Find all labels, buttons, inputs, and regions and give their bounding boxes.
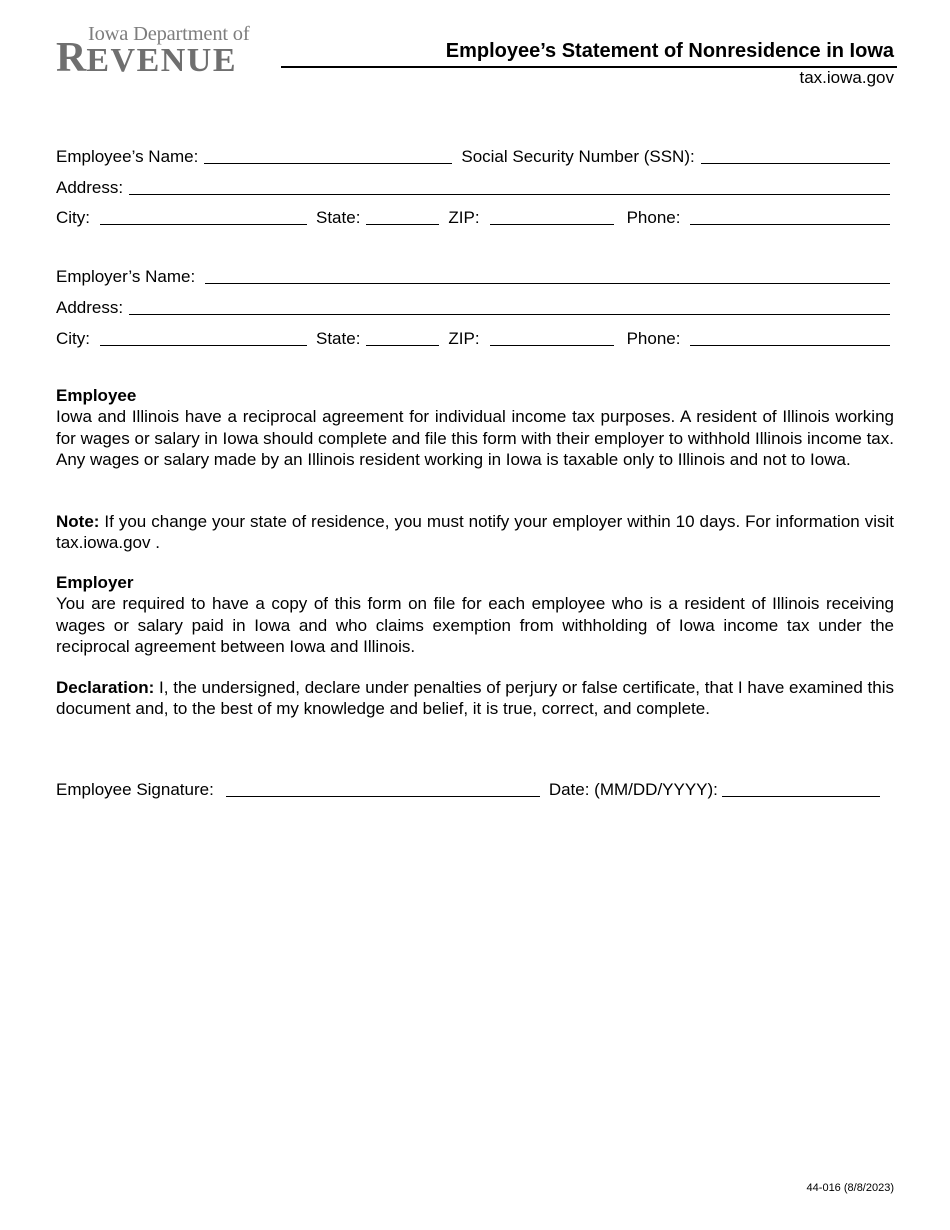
employee-zip-label: ZIP: — [448, 208, 480, 227]
note-paragraph — [56, 511, 894, 554]
form-number: 44-016 (8/8/2023) — [806, 1182, 894, 1194]
logo-revenue-text — [56, 35, 238, 86]
form-title: Employee’s Statement of Nonresidence in Iowa — [445, 40, 894, 62]
note-label: Note: — [56, 512, 100, 531]
employer-section-body: You are required to have a copy of this form on file for each employee who is a resident of Illinois receiving wages or salary paid in Iowa and who claims exemption from withholding of Iowa income tax under the reciprocal agreement between Iowa and Illinois. — [56, 594, 894, 656]
note-body: If you change your state of residence, you must notify your employer within 10 days. For information visit tax.iowa.gov . — [56, 512, 894, 553]
employer-address-field[interactable] — [129, 296, 890, 315]
signature-field[interactable] — [226, 778, 540, 797]
logo-initial: R — [56, 35, 87, 81]
employer-city-row — [56, 325, 890, 349]
employer-name-row — [56, 263, 890, 287]
employer-phone-field[interactable] — [690, 327, 890, 346]
employer-zip-field[interactable] — [490, 327, 614, 346]
employer-name-field[interactable] — [205, 265, 890, 284]
declaration-label: Declaration: — [56, 678, 155, 697]
employee-phone-field[interactable] — [690, 206, 890, 225]
website-text: tax.iowa.gov — [799, 68, 894, 87]
employer-state-label: State: — [316, 329, 361, 348]
employer-name-label: Employer’s Name: — [56, 267, 196, 286]
ssn-label: Social Security Number (SSN): — [461, 147, 695, 166]
employer-state-field[interactable] — [366, 327, 439, 346]
employer-zip-label: ZIP: — [448, 329, 480, 348]
employee-name-row — [56, 143, 890, 167]
employer-city-label: City: — [56, 329, 90, 348]
date-label: Date: (MM/DD/YYYY): — [548, 780, 718, 799]
employee-phone-label: Phone: — [626, 208, 681, 227]
employer-address-row — [56, 294, 890, 318]
iowa-revenue-logo — [56, 22, 268, 81]
employer-city-field[interactable] — [100, 327, 307, 346]
signature-label: Employee Signature: — [56, 780, 214, 799]
employee-address-field[interactable] — [129, 176, 890, 195]
employer-phone-label: Phone: — [626, 329, 681, 348]
ssn-field[interactable] — [701, 145, 890, 164]
logo-rest: EVENUE — [86, 42, 238, 79]
employer-section-heading: Employer — [56, 573, 134, 592]
signature-row — [56, 776, 880, 800]
employee-city-label: City: — [56, 208, 90, 227]
employee-name-label: Employee’s Name: — [56, 147, 199, 166]
employee-name-field[interactable] — [204, 145, 452, 164]
employer-section — [56, 572, 894, 657]
logo-department-text: Iowa Department of — [88, 23, 250, 45]
employee-address-row — [56, 174, 890, 198]
employee-city-row — [56, 204, 890, 228]
employee-state-field[interactable] — [366, 206, 439, 225]
employee-state-label: State: — [316, 208, 361, 227]
employer-address-label: Address: — [56, 298, 124, 317]
declaration-paragraph — [56, 677, 894, 720]
employee-section-heading: Employee — [56, 386, 137, 405]
employee-address-label: Address: — [56, 178, 124, 197]
employee-section-body: Iowa and Illinois have a reciprocal agreement for individual income tax purposes. A resident of Illinois working for wages or salary in Iowa should complete and file this form with their employer to withhold Illinois income tax. Any wages or salary made by an Illinois resident working in Iowa is taxable only to Illinois and not to Iowa. — [56, 407, 894, 469]
declaration-body: I, the undersigned, declare under penalties of perjury or false certificate, that I have examined this document and, to the best of my knowledge and belief, it is true, correct, and complete. — [56, 678, 894, 719]
employee-section — [56, 385, 894, 470]
employee-city-field[interactable] — [100, 206, 307, 225]
date-field[interactable] — [722, 778, 880, 797]
employee-zip-field[interactable] — [490, 206, 614, 225]
